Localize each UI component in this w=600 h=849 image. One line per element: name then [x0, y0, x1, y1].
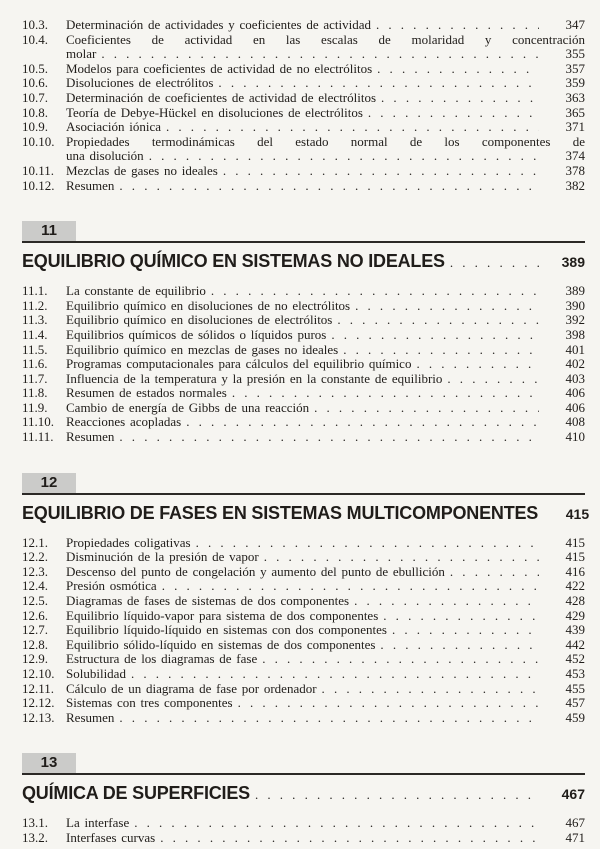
toc-entry — [22, 816, 585, 831]
entry-line — [66, 682, 585, 697]
entry-title: Equilibrio químico en disoluciones de no electrólitos — [66, 297, 351, 313]
dot-leader — [376, 18, 539, 33]
entry-content — [66, 696, 585, 711]
toc-section — [22, 221, 585, 445]
dot-leader — [196, 536, 539, 551]
entry-title: Disminución de la presión de vapor — [66, 549, 259, 565]
chapter-page-number: 467 — [561, 786, 585, 803]
entry-page-number: 408 — [565, 414, 585, 430]
toc-section — [22, 473, 590, 726]
dot-leader — [262, 652, 539, 667]
entry-number: 10.12. — [22, 177, 55, 193]
dot-leader — [380, 638, 539, 653]
entry-number: 11.10. — [22, 414, 55, 430]
chapter-number-badge: 13 — [22, 753, 76, 773]
entry-number: 12.8. — [22, 636, 48, 652]
entry-line — [66, 357, 585, 372]
dot-leader — [264, 550, 539, 565]
entry-number: 11.1. — [22, 283, 48, 299]
entry-content — [66, 579, 585, 594]
entry-title: Sistemas con tres componentes — [66, 695, 233, 711]
entry-page-number: 355 — [565, 46, 585, 62]
entry-line — [66, 579, 585, 594]
entry-page-number: 467 — [565, 815, 585, 831]
entry-content — [66, 536, 585, 551]
chapter-title-row — [22, 502, 590, 524]
entry-content — [66, 711, 585, 726]
entry-number: 12.13. — [22, 709, 55, 725]
toc-entry — [22, 667, 585, 682]
entry-number: 10.10. — [22, 133, 55, 149]
toc-entry — [22, 313, 585, 328]
entry-line — [66, 284, 585, 299]
entry-content — [66, 623, 585, 638]
entry-list — [22, 284, 585, 445]
entry-number: 10.5. — [22, 60, 48, 76]
toc-entry — [22, 343, 585, 358]
entry-page-number: 457 — [565, 695, 585, 711]
toc-entry — [22, 652, 585, 667]
entry-line — [66, 831, 585, 846]
dot-leader — [343, 343, 539, 358]
entry-line — [66, 76, 585, 91]
entry-content — [66, 179, 585, 194]
toc-entry — [22, 357, 585, 372]
entry-page-number: 455 — [565, 680, 585, 696]
toc-entry — [22, 76, 585, 91]
entry-number: 13.2. — [22, 829, 48, 845]
entry-title: Reacciones acopladas — [66, 414, 182, 430]
entry-content — [66, 682, 585, 697]
entry-content — [66, 343, 585, 358]
entry-content — [66, 831, 585, 846]
entry-content — [66, 62, 585, 77]
entry-page-number: 415 — [565, 549, 585, 565]
entry-line — [66, 594, 585, 609]
entry-number: 12.12. — [22, 695, 55, 711]
toc-entry — [22, 401, 585, 416]
entry-number: 10.4. — [22, 31, 48, 47]
entry-line — [66, 638, 585, 653]
toc-entry — [22, 609, 585, 624]
entry-page-number: 357 — [565, 60, 585, 76]
dot-leader — [355, 299, 539, 314]
entry-title: Influencia de la temperatura y la presión en la constante de equilibrio — [66, 370, 443, 386]
entry-number: 12.11. — [22, 680, 55, 696]
entry-title: Modelos para coeficientes de actividad de no electrólitos — [66, 60, 373, 76]
chapter-heading — [22, 473, 590, 524]
dot-leader — [416, 357, 539, 372]
entry-line — [66, 415, 585, 430]
dot-leader — [119, 711, 539, 726]
entry-content — [66, 328, 585, 343]
entry-title: Resumen — [66, 429, 115, 445]
entry-page-number: 347 — [565, 17, 585, 32]
entry-line — [66, 299, 585, 314]
entry-line — [66, 47, 585, 62]
chapter-title: EQUILIBRIO DE FASES EN SISTEMAS MULTICOMPONENTES — [22, 502, 539, 523]
entry-page-number: 392 — [565, 312, 585, 328]
entry-content — [66, 284, 585, 299]
dot-leader — [134, 816, 539, 831]
dot-leader — [238, 696, 539, 711]
entry-content — [66, 430, 585, 445]
toc-section — [22, 18, 585, 193]
toc-entry — [22, 284, 585, 299]
dot-leader — [160, 831, 539, 846]
dot-leader — [218, 76, 539, 91]
toc-entry — [22, 386, 585, 401]
entry-title: Descenso del punto de congelación y aumento del punto de ebullición — [66, 563, 445, 579]
dot-leader — [166, 120, 539, 135]
toc-entry — [22, 536, 585, 551]
entry-page-number: 442 — [565, 636, 585, 652]
toc-entry — [22, 18, 585, 33]
entry-number: 12.6. — [22, 607, 48, 623]
entry-page-number: 359 — [565, 75, 585, 91]
entry-list — [22, 816, 585, 845]
entry-page-number: 401 — [565, 341, 585, 357]
entry-line — [66, 711, 585, 726]
entry-page-number: 439 — [565, 622, 585, 638]
entry-content — [66, 652, 585, 667]
entry-content — [66, 594, 585, 609]
toc-entry — [22, 696, 585, 711]
dot-leader — [331, 328, 539, 343]
entry-number: 11.11. — [22, 429, 54, 445]
entry-title: Asociación iónica — [66, 119, 161, 135]
entry-content — [66, 91, 585, 106]
dot-leader — [186, 415, 539, 430]
dot-leader — [450, 255, 539, 271]
entry-line — [66, 106, 585, 121]
entry-number: 10.7. — [22, 89, 48, 105]
entry-content — [66, 18, 585, 33]
toc-entry — [22, 565, 585, 580]
chapter-page-number: 389 — [561, 254, 585, 271]
entry-number: 11.6. — [22, 356, 48, 372]
entry-page-number: 406 — [565, 385, 585, 401]
entry-title: Equilibrio líquido-líquido en sistemas con dos componentes — [66, 622, 387, 638]
entry-content — [66, 313, 585, 328]
entry-page-number: 428 — [565, 593, 585, 609]
entry-content — [66, 638, 585, 653]
entry-number: 10.3. — [22, 17, 48, 32]
entry-line — [66, 623, 585, 638]
dot-leader — [131, 667, 539, 682]
entry-content — [66, 135, 585, 164]
entry-number: 11.9. — [22, 399, 48, 415]
entry-page-number: 374 — [565, 148, 585, 164]
toc-entry — [22, 623, 585, 638]
entry-content — [66, 667, 585, 682]
entry-number: 12.10. — [22, 666, 55, 681]
entry-title: Resumen de estados normales — [66, 385, 227, 401]
entry-title: Teoría de Debye-Hückel en disoluciones de electrólitos — [66, 104, 363, 120]
entry-title: Coeficientes de actividad en las escalas de molaridad y concentración — [66, 31, 585, 47]
dot-leader — [354, 594, 539, 609]
entry-number: 11.4. — [22, 326, 48, 342]
entry-page-number: 429 — [565, 607, 585, 623]
entry-content — [66, 372, 585, 387]
entry-list — [22, 18, 585, 193]
entry-content — [66, 386, 585, 401]
entry-title: Equilibrio líquido-vapor para sistema de dos componentes — [66, 607, 379, 623]
entry-number: 12.9. — [22, 651, 48, 667]
entry-number: 11.8. — [22, 385, 48, 401]
entry-line — [66, 696, 585, 711]
toc-entry — [22, 430, 585, 445]
entry-number: 12.1. — [22, 534, 48, 550]
entry-content — [66, 550, 585, 565]
toc-entry — [22, 62, 585, 77]
entry-title: Cálculo de un diagrama de fase por ordenador — [66, 680, 317, 696]
entry-number: 11.5. — [22, 341, 48, 357]
chapter-number-badge: 12 — [22, 473, 76, 493]
entry-title: Resumen — [66, 177, 115, 193]
entry-content — [66, 401, 585, 416]
entry-title: Equilibrios químicos de sólidos o líquidos puros — [66, 326, 327, 342]
entry-title: Solubilidad — [66, 666, 126, 681]
dot-leader — [337, 313, 539, 328]
entry-line — [66, 550, 585, 565]
entry-number: 10.11. — [22, 162, 55, 178]
entry-line — [66, 536, 585, 551]
toc-entry — [22, 120, 585, 135]
entry-line — [66, 565, 585, 580]
entry-page-number: 371 — [565, 119, 585, 135]
entry-number: 11.7. — [22, 370, 48, 386]
entry-line — [66, 179, 585, 194]
dot-leader — [314, 401, 539, 416]
entry-line — [66, 120, 585, 135]
entry-title: Propiedades termodinámicas del estado normal de los componentes de — [66, 133, 585, 149]
entry-page-number: 471 — [565, 829, 585, 845]
entry-title-continuation: una disolución — [66, 148, 144, 164]
entry-list — [22, 536, 585, 726]
chapter-rule — [22, 221, 585, 243]
chapter-heading — [22, 753, 585, 804]
dot-leader — [377, 62, 539, 77]
dot-leader — [211, 284, 539, 299]
entry-page-number: 406 — [565, 399, 585, 415]
entry-number: 13.1. — [22, 815, 48, 831]
entry-title: Diagramas de fases de sistemas de dos componentes — [66, 593, 350, 609]
entry-page-number: 459 — [565, 709, 585, 725]
entry-title: Cambio de energía de Gibbs de una reacción — [66, 399, 310, 415]
dot-leader — [149, 149, 539, 164]
chapter-title: QUÍMICA DE SUPERFICIES — [22, 783, 250, 804]
toc-entry — [22, 91, 585, 106]
entry-number: 12.5. — [22, 593, 48, 609]
toc-entry — [22, 638, 585, 653]
table-of-contents — [22, 17, 590, 846]
entry-line — [66, 149, 585, 164]
entry-number: 12.7. — [22, 622, 48, 638]
entry-title: Equilibrio sólido-líquido en sistemas de dos componentes — [66, 636, 376, 652]
entry-line — [66, 430, 585, 445]
entry-number: 12.2. — [22, 549, 48, 565]
entry-content — [66, 816, 585, 831]
entry-page-number: 403 — [565, 370, 585, 386]
entry-content — [66, 565, 585, 580]
chapter-heading — [22, 221, 585, 272]
dot-leader — [255, 787, 539, 803]
toc-entry — [22, 594, 585, 609]
dot-leader — [447, 372, 539, 387]
entry-content — [66, 76, 585, 91]
dot-leader — [232, 386, 539, 401]
entry-title: Resumen — [66, 709, 115, 725]
toc-section — [22, 753, 585, 845]
entry-title: La interfase — [66, 815, 130, 831]
entry-line — [66, 313, 585, 328]
toc-entry — [22, 415, 585, 430]
entry-line — [66, 609, 585, 624]
toc-entry — [22, 711, 585, 726]
toc-entry — [22, 135, 585, 164]
entry-line — [66, 667, 585, 682]
chapter-rule — [22, 473, 585, 495]
entry-page-number: 416 — [565, 563, 585, 579]
entry-title: La constante de equilibrio — [66, 283, 206, 299]
toc-entry — [22, 682, 585, 697]
entry-page-number: 410 — [565, 429, 585, 445]
entry-title: Equilibrio químico en disoluciones de electrólitos — [66, 312, 333, 328]
entry-number: 10.9. — [22, 119, 48, 135]
entry-page-number: 363 — [565, 89, 585, 105]
entry-title: Estructura de los diagramas de fase — [66, 651, 258, 667]
dot-leader — [383, 609, 539, 624]
entry-content — [66, 609, 585, 624]
entry-title: Disoluciones de electrólitos — [66, 75, 214, 91]
toc-entry — [22, 579, 585, 594]
entry-line — [66, 401, 585, 416]
entry-line — [66, 816, 585, 831]
chapter-title-row — [22, 783, 585, 804]
entry-content — [66, 106, 585, 121]
toc-entry — [22, 179, 585, 194]
entry-page-number: 398 — [565, 326, 585, 342]
entry-number: 10.8. — [22, 104, 48, 120]
entry-content — [66, 120, 585, 135]
entry-number: 12.3. — [22, 563, 48, 579]
entry-title: Presión osmótica — [66, 578, 157, 594]
dot-leader — [119, 179, 539, 194]
toc-entry — [22, 372, 585, 387]
entry-line — [66, 372, 585, 387]
entry-line — [66, 652, 585, 667]
entry-number: 11.2. — [22, 297, 48, 313]
dot-leader — [119, 430, 539, 445]
entry-line — [66, 91, 585, 106]
dot-leader — [101, 47, 539, 62]
toc-entry — [22, 33, 585, 62]
entry-line — [66, 164, 585, 179]
entry-page-number: 390 — [565, 297, 585, 313]
entry-content — [66, 164, 585, 179]
toc-entry — [22, 106, 585, 121]
entry-page-number: 365 — [565, 104, 585, 120]
entry-title: Determinación de coeficientes de actividad de electrólitos — [66, 89, 377, 105]
toc-entry — [22, 831, 585, 846]
chapter-title-row — [22, 251, 585, 272]
entry-line — [66, 18, 585, 33]
entry-page-number: 378 — [565, 162, 585, 178]
dot-leader — [223, 164, 539, 179]
entry-title: Propiedades coligativas — [66, 534, 191, 550]
toc-entry — [22, 164, 585, 179]
toc-entry — [22, 299, 585, 314]
chapter-page-number: 415 — [565, 505, 590, 522]
entry-number: 12.4. — [22, 578, 48, 594]
entry-page-number: 382 — [565, 177, 585, 193]
entry-title-continuation: molar — [66, 46, 97, 62]
entry-line — [66, 328, 585, 343]
entry-page-number: 389 — [565, 283, 585, 299]
entry-number: 10.6. — [22, 75, 48, 91]
dot-leader — [162, 579, 539, 594]
entry-page-number: 452 — [565, 651, 585, 667]
chapter-number-badge: 11 — [22, 221, 76, 241]
entry-title: Equilibrio químico en mezclas de gases no ideales — [66, 341, 339, 357]
entry-title: Determinación de actividades y coeficientes de actividad — [66, 17, 371, 32]
dot-leader — [392, 623, 539, 638]
toc-entry — [22, 550, 585, 565]
dot-leader — [381, 91, 539, 106]
chapter-rule — [22, 753, 585, 775]
entry-title: Programas computacionales para cálculos del equilibrio químico — [66, 356, 412, 372]
toc-entry — [22, 328, 585, 343]
dot-leader — [322, 682, 539, 697]
entry-number: 11.3. — [22, 312, 48, 328]
entry-line — [66, 386, 585, 401]
entry-page-number: 422 — [565, 578, 585, 594]
entry-line — [66, 62, 585, 77]
entry-title: Interfases curvas — [66, 829, 156, 845]
dot-leader — [368, 106, 539, 121]
entry-page-number: 453 — [565, 666, 585, 681]
dot-leader — [450, 565, 539, 580]
entry-content — [66, 415, 585, 430]
entry-content — [66, 357, 585, 372]
entry-content — [66, 299, 585, 314]
entry-page-number: 415 — [565, 534, 585, 550]
entry-line — [66, 135, 585, 150]
entry-line — [66, 33, 585, 48]
entry-page-number: 402 — [565, 356, 585, 372]
entry-title: Mezclas de gases no ideales — [66, 162, 218, 178]
chapter-title: EQUILIBRIO QUÍMICO EN SISTEMAS NO IDEALES — [22, 251, 445, 272]
entry-line — [66, 343, 585, 358]
entry-content — [66, 33, 585, 62]
